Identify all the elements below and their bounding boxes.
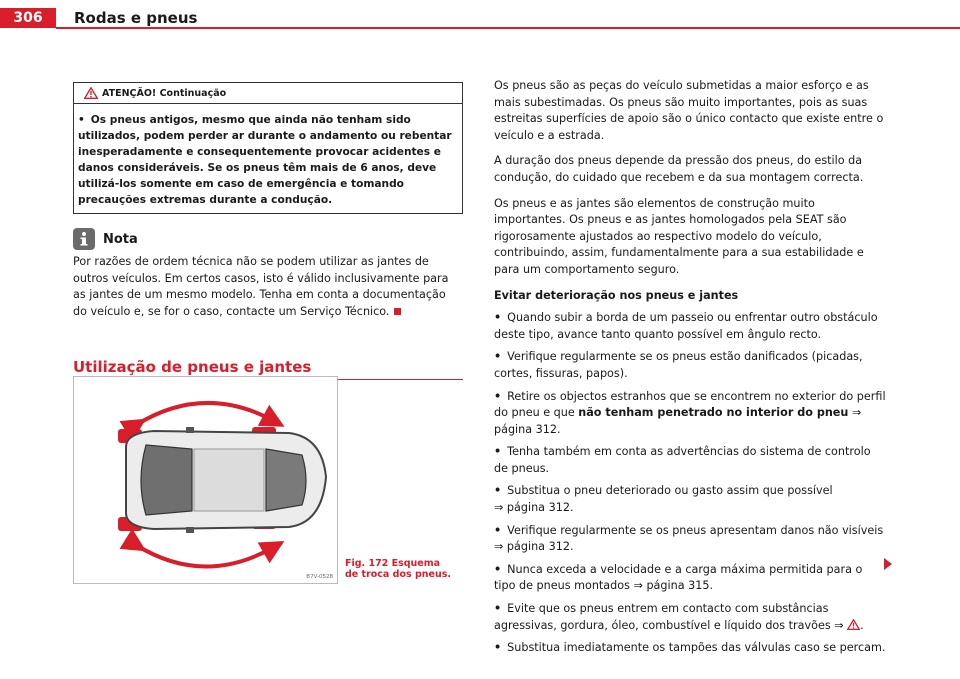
list-item [494,389,886,439]
list-item-bold: não tenham penetrado no interior do pneu [578,406,849,420]
list-item-text: Verifique regularmente se os pneus apresentam danos não visíveis [507,523,884,537]
header-rule [56,27,960,29]
right-column [494,78,886,663]
paragraph: Os pneus são as peças do veículo submetidas a maior esforço e as mais subestimadas. Os pneus são muito importantes, pois as suas estreitas superfícies de apoio são o único contacto que existe entre o veículo e a estrada. [494,79,884,142]
list-item [494,444,886,477]
warning-title: ATENÇÃO! Continuação [102,87,227,99]
tire-rotation-figure [73,376,338,584]
list-item-text: Tenha também em conta as advertências do sistema de controlo de pneus. [494,445,871,475]
bullet-icon: • [494,350,502,364]
list-item: • Evite que os pneus entrem em contacto com substâncias agressivas, gordura, óleo, combustível e líquido dos travões ⇒ . [494,602,864,632]
page-reference-link[interactable]: ⇒ página 315. [633,579,714,593]
list-item [494,349,886,382]
chapter-title: Rodas e pneus [74,9,198,27]
list-item-text: Nunca exceda a velocidade e a carga máxima permitida para o tipo de pneus montados [494,562,863,593]
list-item-text: Substitua o pneu deteriorado ou gasto assim que possível [507,484,833,498]
list-item [494,483,886,516]
list-item-text: Retire os objectos estranhos que se encontrem no exterior do perfil do pneu e que [494,389,886,420]
warning-box [73,82,463,214]
end-mark-icon [394,308,401,315]
page-reference-link[interactable]: ⇒ página 312. [494,406,862,436]
warning-triangle-icon [84,87,98,99]
warning-body [74,104,462,213]
bullet-icon: • [78,114,85,126]
note-title: Nota [103,231,138,247]
car-top-view-icon [74,377,337,583]
bullet-icon: • [494,484,502,498]
warning-text: Os pneus antigos, mesmo que ainda não tenham sido utilizados, podem perder ar durante o andamento ou rebentar inesperadamente e consequentemente provocar acidentes e danos consideráveis. Se os pneus têm mais de 6 anos, deve utilizá-los somente em caso de emergência e tomando precauções extremas durante a condução. [78,114,452,206]
list-item [494,640,886,657]
list-item-text: Evite que os pneus entrem em contacto com substâncias agressivas, gordura, óleo, combustível e líquido dos travões [494,602,831,632]
list-item-text: Substitua imediatamente os tampões das válvulas caso se percam. [507,641,886,655]
bullet-icon: • [494,523,502,537]
page-number: 306 [0,8,56,28]
bullet-icon: • [494,602,502,616]
page-reference-link[interactable]: ⇒ página 312. [494,501,574,515]
warning-triangle-icon [847,619,860,630]
page-reference-link[interactable]: ⇒ página 312. [494,540,574,554]
bullet-icon: • [494,389,502,403]
note-paragraph: Por razões de ordem técnica não se podem utilizar as jantes de outros veículos. Em certos casos, isto é válido inclusivamente para as jantes de um mesmo modelo. Tenha em conta a documentação do veículo e, se for o caso, contacte um Serviço Técnico. [73,255,449,318]
list-item [494,523,886,556]
section-title: Utilização de pneus e jantes [73,358,463,380]
note-text [73,254,463,320]
note-block [73,228,463,320]
continue-arrow-icon [884,558,892,570]
page-header [0,0,960,30]
figure-code: B7V-0528 [306,574,333,580]
note-header [73,228,463,250]
paragraph: Os pneus e as jantes são elementos de construção muito importantes. Os pneus e as jantes homologados pela SEAT são rigorosamente ajustados ao respectivo modelo do veículo, contribuindo, assim, fundamentalmente para a sua estabilidade e para um comportamento seguro. [494,196,864,276]
subsection-title: Evitar deterioração nos pneus e jantes [494,288,739,302]
paragraph: A duração dos pneus depende da pressão dos pneus, do estilo da condução, do cuidado que recebem e da sua montagem correcta. [494,154,864,184]
figure-caption: Fig. 172 Esquema de troca dos pneus. [345,558,451,580]
list-item-text: Verifique regularmente se os pneus estão danificados (picadas, cortes, fissuras, papos). [494,350,863,380]
warning-reference-link[interactable]: ⇒ [834,618,844,632]
warning-header [74,83,462,104]
info-icon [73,228,95,250]
list-item [494,310,886,343]
list-item [494,562,886,595]
list-item-text: Quando subir a borda de um passeio ou enfrentar outro obstáculo deste tipo, avance tanto quanto possível em ângulo recto. [494,311,878,341]
bullet-icon: • [494,562,502,576]
bullet-icon: • [494,641,502,655]
bullet-icon: • [494,445,502,459]
left-column [73,82,463,380]
bullet-icon: • [494,311,502,325]
